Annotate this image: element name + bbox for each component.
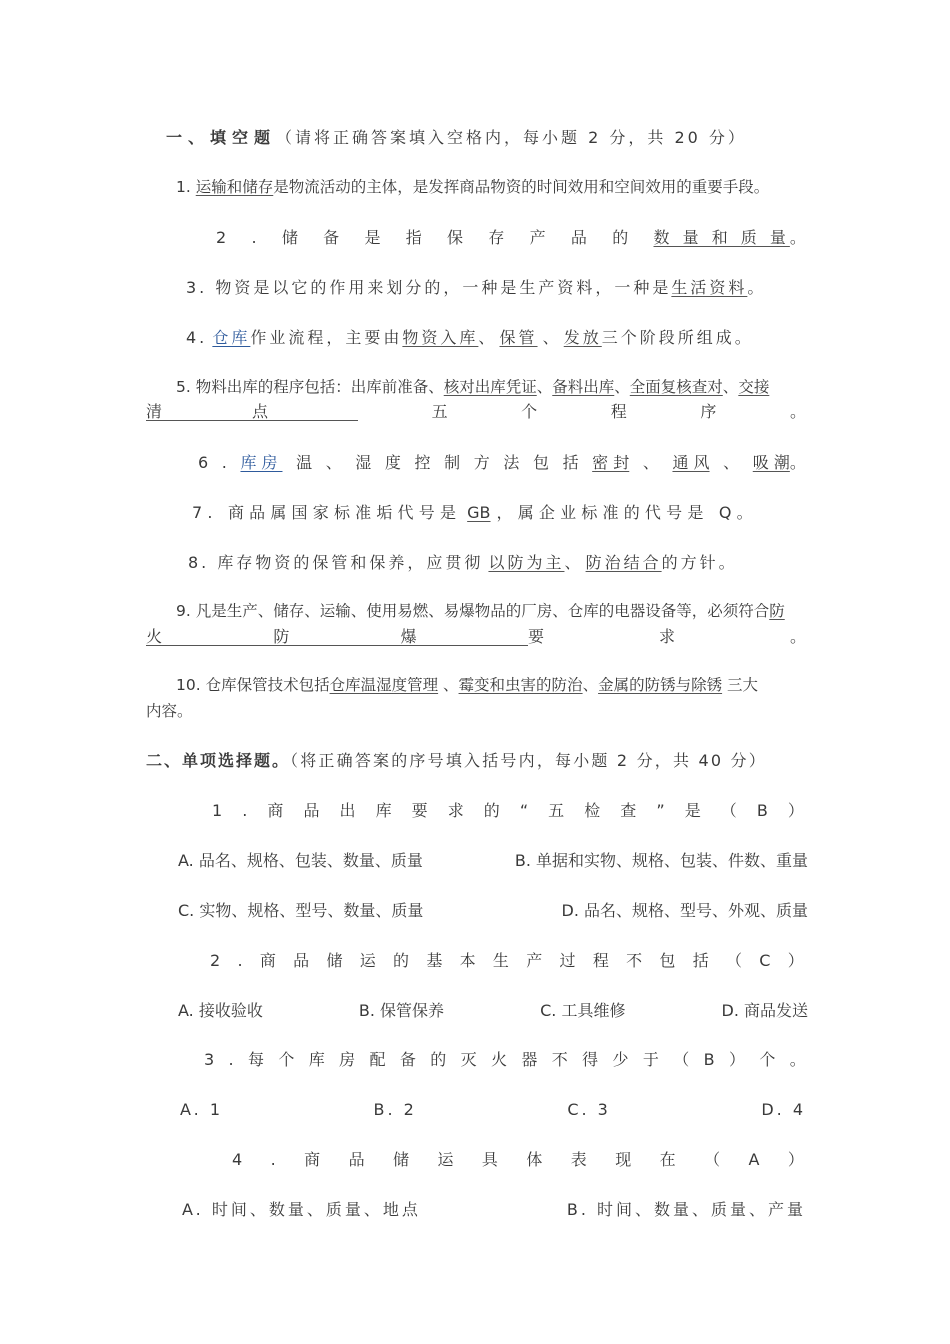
mc-q2-char: 产 (526, 951, 543, 970)
mc-q2-char: 生 (492, 951, 509, 970)
mc-q3-char: 个 (759, 1050, 776, 1069)
q6-line (198, 450, 806, 475)
mc-q1-char: 五 (548, 801, 565, 820)
q5-answer-4-start: 交接 (738, 378, 770, 396)
mc-q1-char: “ (519, 801, 529, 820)
q10-answer-1: 仓库温湿度管理 (329, 676, 439, 694)
q10-text-1: 10. 仓库保管技术包括 (176, 676, 330, 694)
mc-q4-char: 具 (481, 1150, 498, 1169)
mc-q1-option-d: D. 品名、规格、型号、外观、质量 (561, 901, 808, 920)
mc-q1-char: 的 (483, 801, 500, 820)
q5-answer-4-end (146, 399, 358, 421)
mc-q2-char: ） (787, 951, 804, 970)
q4-text-2: 三个阶段所组成。 (601, 328, 754, 347)
mc-q2-char: 过 (559, 951, 576, 970)
mc-q1-char: ” (656, 801, 665, 820)
q9-char: 求 (658, 627, 675, 646)
section2-heading: 二、单项选择题。 (146, 751, 291, 770)
mc-q3-char: 火 (491, 1050, 508, 1069)
q2-char: 产 (529, 228, 546, 247)
q1-number: 1. (176, 178, 191, 196)
q6-char: 控 (414, 453, 431, 472)
q5-char: 五 (431, 402, 448, 421)
q4-answer-3: 保管 (499, 328, 538, 347)
q7-text-2: ，属企业标准的代号是 Q。 (496, 503, 758, 522)
mc-q3-char: 灭 (460, 1050, 477, 1069)
mc-q4-option-a: A. 时间、数量、质量、地点 (182, 1200, 421, 1219)
q10-answer-2: 霉变和虫害的防治 (458, 676, 583, 694)
q4-sep-2: 、 (542, 328, 559, 347)
mc-q2-option-d: D. 商品发送 (721, 1001, 808, 1020)
mc-q1-answer: B (756, 801, 768, 820)
q5-line-1 (176, 375, 808, 400)
q4-line (186, 325, 806, 350)
mc-q1-option-c: C. 实物、规格、型号、数量、质量 (178, 901, 424, 920)
q1-text: 是物流活动的主体，是发挥商品物资的时间效用和空间效用的重要手段。 (273, 178, 770, 196)
q6-char: 法 (503, 453, 520, 472)
mc-q2-char: 2 (210, 951, 221, 970)
q6-char: 、 (325, 453, 342, 472)
mc-q1-options-row-2 (178, 898, 808, 923)
q5-char: 程 (610, 402, 627, 421)
mc-q1-stem (212, 798, 804, 823)
q6-char: 度 (384, 453, 401, 472)
mc-q4-char: ） (787, 1150, 804, 1169)
mc-q3-stem (204, 1047, 806, 1072)
q5-sep-3: 、 (722, 378, 739, 396)
mc-q4-char: 体 (526, 1150, 543, 1169)
section2-instruction: （将正确答案的序号填入括号内，每小题 2 分，共 40 分） (290, 751, 767, 770)
mc-q4-char: 储 (393, 1150, 410, 1169)
q9-answer-end (146, 624, 528, 646)
q9-answer-start: 防 (769, 602, 785, 620)
mc-q1-char: ） (787, 801, 804, 820)
mc-q3-char: 库 (308, 1050, 325, 1069)
q3-text: 3. 物资是以它的作用来划分的，一种是生产资料，一种是 (186, 278, 672, 297)
section1-heading-line (166, 125, 806, 150)
q9-char: 要 (528, 627, 545, 646)
mc-q3-char: 每 (248, 1050, 265, 1069)
q6-char: 包 (532, 453, 549, 472)
q1-answer: 运输和储存 (195, 178, 274, 196)
mc-q1-char: 商 (267, 801, 284, 820)
q2-char: 指 (405, 228, 422, 247)
mc-q4-char: . (270, 1150, 276, 1169)
q6-sep-2: 、 (723, 453, 740, 472)
q10-line-1 (176, 673, 808, 698)
mc-q1-char: . (242, 801, 248, 820)
q9-char: 爆 (400, 627, 417, 646)
q7-text-1: 7. 商品属国家标准垢代号是 (192, 503, 462, 522)
mc-q2-stem (210, 948, 804, 973)
mc-q4-char: 表 (570, 1150, 587, 1169)
q3-end: 。 (747, 278, 764, 297)
mc-q2-option-b: B. 保管保养 (358, 1001, 445, 1020)
q8-answer-2: 防治结合 (585, 553, 662, 572)
q10-line-2 (146, 699, 808, 724)
q6-char: 方 (473, 453, 490, 472)
mc-q4-options (182, 1197, 806, 1222)
q5-char: 清 (146, 402, 163, 421)
q8-text-1: 8. 库存物资的保管和保养，应贯彻 (188, 553, 484, 572)
q8-text-2: 的方针。 (661, 553, 738, 572)
mc-q4-char: 4 (232, 1150, 243, 1169)
mc-q3-char: 器 (521, 1050, 538, 1069)
q2-char: 品 (570, 228, 587, 247)
mc-q2-options (178, 998, 808, 1023)
mc-q1-options-row-1 (178, 848, 808, 873)
mc-q2-char: 不 (626, 951, 643, 970)
mc-q4-answer: A (748, 1150, 760, 1169)
q2-char: 2 (216, 228, 227, 247)
q9-char: 防 (273, 627, 290, 646)
q2-char: 存 (488, 228, 505, 247)
mc-q4-stem (232, 1147, 804, 1172)
mc-q3-char: 得 (582, 1050, 599, 1069)
q6-answer-blue: 库房 (240, 453, 283, 472)
mc-q2-char: 本 (459, 951, 476, 970)
mc-q2-option-c: C. 工具维修 (540, 1001, 626, 1020)
mc-q4-char: 商 (304, 1150, 321, 1169)
q6-char: 括 (562, 453, 579, 472)
q10-answer-3: 金属的防锈与除锈 (598, 676, 723, 694)
q9-line-2 (146, 624, 806, 649)
mc-q4-char: 运 (437, 1150, 454, 1169)
mc-q4-char: 在 (659, 1150, 676, 1169)
q10-text-2: 三大 (727, 676, 759, 694)
q1-line (176, 175, 816, 200)
mc-q3-char: 个 (278, 1050, 295, 1069)
mc-q3-option-d: D. 4 (761, 1100, 806, 1119)
q4-answer-1: 仓库 (212, 328, 251, 347)
mc-q2-char: . (237, 951, 243, 970)
q6-answer-3: 吸 潮 (752, 453, 790, 472)
mc-q3-option-a: A. 1 (180, 1100, 224, 1119)
q5-answer-3: 全面复核查对 (629, 378, 723, 396)
mc-q1-char: 品 (303, 801, 320, 820)
mc-q2-char: 括 (692, 951, 709, 970)
q5-char: 点 (252, 402, 269, 421)
q8-line (188, 550, 806, 575)
mc-q3-char: 于 (642, 1050, 659, 1069)
mc-q3-char: . (228, 1050, 234, 1069)
mc-q2-answer: C (759, 951, 771, 970)
q6-char: 湿 (355, 453, 372, 472)
q5-sep-2: 、 (614, 378, 630, 396)
mc-q3-char: 少 (612, 1050, 629, 1069)
mc-q3-answer: B (703, 1050, 715, 1069)
mc-q3-char: 3 (204, 1050, 215, 1069)
q2-end: 。 (789, 228, 806, 247)
mc-q2-option-a: A. 接收验收 (178, 1001, 263, 1020)
mc-q1-option-b: B. 单据和实物、规格、包装、件数、重量 (514, 851, 808, 870)
mc-q1-char: 求 (447, 801, 464, 820)
q2-char: 的 (612, 228, 629, 247)
q10-sep-1: 、 (443, 676, 459, 694)
q6-answer-2: 通 风 (672, 453, 710, 472)
q5-answer-1: 核对出库凭证 (443, 378, 537, 396)
mc-q1-char: 是 (684, 801, 701, 820)
mc-q2-char: 品 (293, 951, 310, 970)
q4-text-1: 作业流程，主要由 (250, 328, 403, 347)
q4-number: 4. (186, 328, 208, 347)
q4-answer-4: 发放 (563, 328, 602, 347)
mc-q3-options (180, 1097, 806, 1122)
mc-q2-char: 基 (426, 951, 443, 970)
q10-sep-2: 、 (582, 676, 599, 694)
q2-char: 储 (281, 228, 298, 247)
q2-char: . (251, 228, 257, 247)
section1-instruction: （请将正确答案填入空格内，每小题 2 分，共 20 分） (276, 128, 747, 147)
mc-q1-char: 出 (339, 801, 356, 820)
mc-q3-char: 备 (399, 1050, 416, 1069)
q6-sep-1: 、 (642, 453, 659, 472)
q6-char: 温 (296, 453, 313, 472)
q5-sep-1: 、 (536, 378, 553, 396)
mc-q3-char: 房 (339, 1050, 356, 1069)
q6-end: 。 (789, 453, 806, 472)
mc-q3-option-b: B. 2 (373, 1100, 417, 1119)
q7-line (192, 500, 806, 525)
mc-q1-option-a: A. 品名、规格、包装、数量、质量 (178, 851, 423, 870)
mc-q4-char: （ (704, 1150, 721, 1169)
mc-q2-char: 程 (592, 951, 609, 970)
mc-q4-option-b: B. 时间、数量、质量、产量 (566, 1200, 806, 1219)
q2-char: 备 (323, 228, 340, 247)
q5-line-2 (146, 399, 806, 424)
q3-answer: 生活资料 (671, 278, 748, 297)
q6-char: 6 (198, 453, 209, 472)
q10-text-3: 内容。 (146, 702, 193, 720)
q2-char: 保 (447, 228, 464, 247)
mc-q2-char: 商 (259, 951, 276, 970)
mc-q3-char: ） (728, 1050, 745, 1069)
mc-q4-char: 品 (348, 1150, 365, 1169)
q7-answer: GB (467, 503, 491, 522)
mc-q2-char: （ (726, 951, 743, 970)
mc-q3-option-c: C. 3 (567, 1100, 611, 1119)
mc-q1-char: （ (720, 801, 737, 820)
q9-text: 9. 凡是生产、储存、运输、使用易燃、易爆物品的厂房、仓库的电器设备等，必须符合 (176, 602, 770, 620)
mc-q3-char: 的 (430, 1050, 447, 1069)
q6-char: . (221, 453, 227, 472)
mc-q3-char: （ (673, 1050, 690, 1069)
mc-q2-char: 包 (659, 951, 676, 970)
mc-q1-char: 库 (375, 801, 392, 820)
q2-line (216, 225, 806, 250)
mc-q3-char: 不 (551, 1050, 568, 1069)
q6-char: 制 (444, 453, 461, 472)
section1-heading: 一、填空题 (166, 128, 277, 147)
q9-char: 火 (146, 627, 163, 646)
q3-line (186, 275, 806, 300)
q5-char: 。 (789, 402, 806, 421)
q9-char: 。 (789, 627, 806, 646)
q2-char: 是 (364, 228, 381, 247)
q8-answer-1: 以防为主 (488, 553, 565, 572)
q4-answer-2: 物资入库 (402, 328, 479, 347)
q2-answer: 数 量 和 质 量 (653, 228, 790, 247)
mc-q4-char: 现 (615, 1150, 632, 1169)
mc-q3-char: 配 (369, 1050, 386, 1069)
section2-heading-line (146, 748, 808, 773)
q9-line-1 (176, 599, 808, 624)
q8-sep: 、 (564, 553, 581, 572)
mc-q1-char: 1 (212, 801, 223, 820)
mc-q1-char: 检 (584, 801, 601, 820)
q5-char: 个 (521, 402, 538, 421)
mc-q1-char: 查 (620, 801, 637, 820)
q5-answer-2: 备料出库 (552, 378, 615, 396)
q6-answer-1: 密 封 (592, 453, 630, 472)
q4-sep-1: 、 (478, 328, 495, 347)
q5-char: 序 (700, 402, 717, 421)
mc-q1-char: 要 (411, 801, 428, 820)
q5-text: 5. 物料出库的程序包括：出库前准备、 (176, 378, 444, 396)
mc-q2-char: 的 (393, 951, 410, 970)
mc-q3-char: 。 (789, 1050, 806, 1069)
mc-q2-char: 储 (326, 951, 343, 970)
mc-q2-char: 运 (359, 951, 376, 970)
